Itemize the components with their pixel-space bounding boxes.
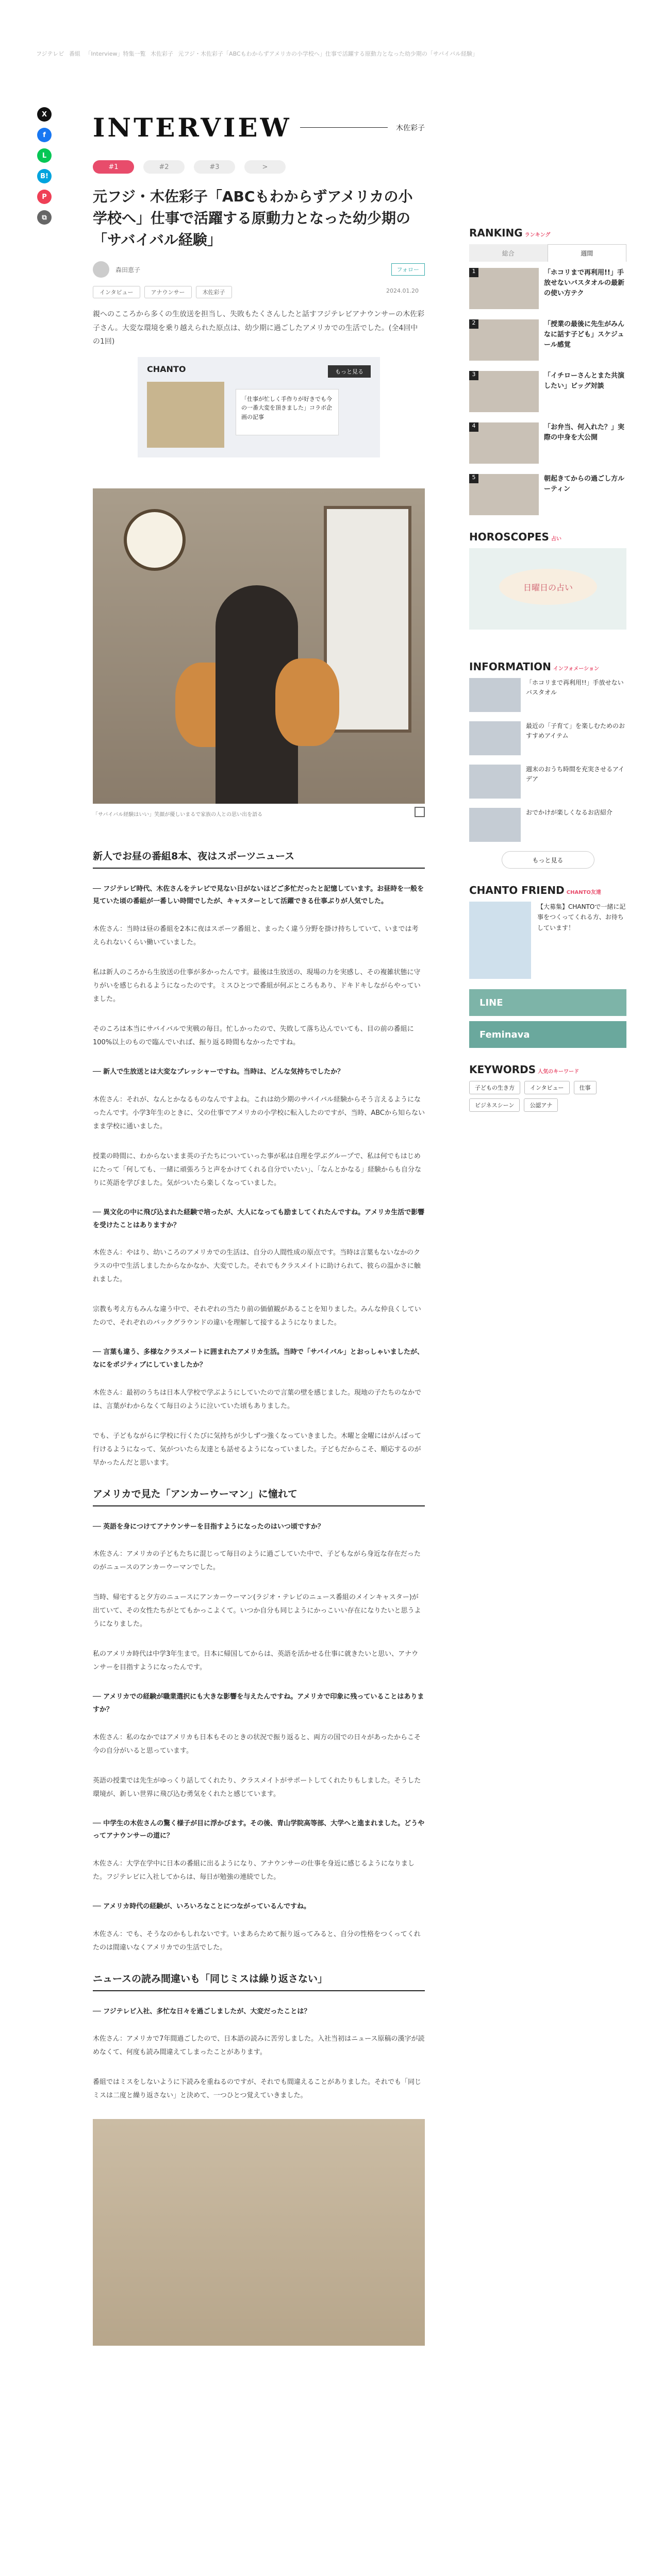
lead-text: 親へのこころから多くの生放送を担当し、失敗もたくさんしたと話すフジテレビアナウンサーの木佐彩子さん。大変な環境を乗り越えられた原点は、幼少期に過ごしたアメリカでの生活でした。(全4回中の1回) (93, 310, 425, 346)
question-text: ── アメリカでの経験が職業選択にも大きな影響を与えたんですね。アメリカで印象に残っていることはありますか？ (93, 1693, 424, 1714)
info-title: 「ホコリまで再利用!!」手放せないバスタオル (526, 679, 624, 697)
rank-number: 1 (469, 268, 478, 277)
ranking-title: 「イチローさんとまた共演したい」ビッグ対談 (544, 372, 625, 391)
answer-text: 授業の時間に、わからないまま英の子たちについていった事が私は自理を学ぶグループで、私は何でもはじめにたって「何しても、一緒に頑張ろうと声をかけてくれる自分でいたい」、「なんとかなる」経験からも自分なりに英語を学びました。気がついたら楽しくなっていました。 (93, 1152, 422, 1187)
question-text: ── 英語を身につけてアナウンサーを目指すようになったのはいつ頃ですか？ (93, 1522, 324, 1531)
main-photo (93, 488, 425, 804)
ranking-item[interactable] (469, 474, 626, 515)
ranking-title: 「授業の最後に先生がみんなに話す子ども」スケジュール感覚 (544, 320, 625, 349)
rank-number: 5 (469, 474, 478, 483)
breadcrumb-item[interactable]: フジテレビ (36, 50, 64, 57)
friend-text: 【大募集】CHANTOで一緒に記事をつくってくれる方、お待ちしています！ (537, 903, 626, 931)
interview-title: INTERVIEW (93, 112, 292, 143)
more-button[interactable]: もっと見る (502, 851, 594, 869)
answer-text: 木佐さん：大学在学中に日本の番組に出るようになり、アナウンサーの仕事を身近に感じるようになりました。フジテレビに入社してからは、毎日が勉強の連続でした。 (93, 1860, 415, 1882)
info-thumb (469, 808, 521, 842)
promo-image (147, 382, 224, 448)
ranking-thumb (469, 319, 539, 361)
answer-text: 宗教も考え方もみんな違う中で、それぞれの当たり前の価値観があることを知りました。みんな仲良くしていたので、それぞれのバックグラウンドの違いを理解して接するようになりました。 (93, 1306, 421, 1327)
tag[interactable]: インタビュー (93, 286, 140, 298)
page-tabs (93, 160, 425, 174)
promo-button[interactable]: もっと見る (328, 365, 371, 378)
question-text: ── フジテレビ入社、多忙な日々を過ごしましたが、大変だったことは？ (93, 2007, 311, 2015)
ranking-thumb (469, 474, 539, 515)
rank-number: 3 (469, 371, 478, 380)
line-banner[interactable]: LINE (469, 989, 626, 1016)
info-title: おでかけが楽しくなるお店紹介 (526, 809, 613, 816)
breadcrumb-item: 元フジ・木佐彩子「ABCもわからずアメリカの小学校へ」仕事で活躍する原動力となった幼少期の「サバイバル経験」 (178, 50, 478, 57)
ranking-title: 「お弁当、何入れた？」実際の中身を大公開 (544, 423, 625, 442)
friend-card[interactable] (469, 902, 626, 979)
answer-text: 木佐さん：それが、なんとかなるものなんですよね。これは幼少期のサバイバル経験からそう言えるようになったんです。小学3年生のときに、父の仕事でアメリカの小学校に転入したのですが、当時、ABCから知らないまま学校に通いました。 (93, 1095, 425, 1130)
tab-weekly[interactable]: 週間 (548, 244, 627, 262)
promo-logo: CHANTO (147, 364, 186, 374)
interview-header (93, 112, 425, 143)
answer-text: 木佐さん：アメリカで7年間過ごしたので、日本語の読みに苦労しました。入社当初はニュース原稿の漢字が読めなくて、何度も読み間違えてしまったことがあります。 (93, 2035, 425, 2057)
divider (300, 127, 388, 128)
ranking-thumb (469, 268, 539, 309)
x-icon[interactable]: X (37, 107, 52, 122)
avatar (93, 261, 109, 278)
tag[interactable]: 木佐彩子 (196, 286, 232, 298)
header-author[interactable]: 木佐彩子 (396, 124, 425, 132)
question-text: ── アメリカ時代の経験が、いろいろなことにつながっているんですね。 (93, 1903, 311, 1911)
photo-caption: 「サバイバル経験はいい」笑顔が優しいまるで家族の人との思い出を語る (93, 810, 425, 818)
info-item[interactable] (469, 765, 626, 799)
answer-text: 英語の授業では先生がゆっくり話してくれたり、クラスメイトがサポートしてくれたりもしました。そうした環境が、新しい世界に飛び込む勇気をくれたと感じています。 (93, 1776, 421, 1798)
answer-text: 番組ではミスをしないように下読みを重ねるのですが、それでも間違えることがありました。それでも「同じミスは二度と繰り返さない」と決めて、一つひとつ覚えていきました。 (93, 2078, 422, 2100)
section-heading: 新人でお昼の番組8本、夜はスポーツニュース (93, 849, 425, 869)
byline (93, 261, 425, 278)
breadcrumb-item[interactable]: 木佐彩子 (151, 50, 173, 57)
info-title: 最近の「子育て」を楽しむためのおすすめアイテム (526, 722, 625, 740)
question-text: ── 言葉も違う、多様なクラスメートに囲まれたアメリカ生活。当時で「サバイバル」とおっしゃいましたが、なにをポジティブにしていましたか？ (93, 1348, 424, 1369)
hatena-icon[interactable]: B! (37, 169, 52, 183)
feminava-banner[interactable]: Feminava (469, 1021, 626, 1048)
expand-icon[interactable] (415, 807, 425, 817)
information-heading: INFORMATION インフォメーション (469, 660, 600, 673)
section-heading: ニュースの読み間違いも「同じミスは繰り返さない」 (93, 1971, 425, 1991)
article-title: 元フジ・木佐彩子「ABCもわからずアメリカの小学校へ」仕事で活躍する原動力となった幼少期の「サバイバル経験」 (93, 188, 413, 248)
answer-text: 木佐さん：当時は昼の番組を2本に夜はスポーツ番組と、まったく違う分野を掛け持ちしていて、いまでは考えられないくらい働いていました。 (93, 925, 419, 947)
info-thumb (469, 765, 521, 799)
info-item[interactable] (469, 721, 626, 755)
page-next[interactable]: > (244, 160, 286, 174)
share-bar (37, 107, 52, 225)
keyword-tag[interactable]: 仕事 (574, 1081, 597, 1094)
friend-image (469, 902, 531, 979)
pocket-icon[interactable]: P (37, 190, 52, 204)
info-thumb (469, 678, 521, 712)
keyword-tag[interactable]: インタビュー (524, 1081, 570, 1094)
publish-date: 2024.01.20 (386, 287, 419, 294)
keyword-list (469, 1081, 626, 1112)
ranking-item[interactable] (469, 319, 626, 361)
line-icon[interactable]: L (37, 148, 52, 163)
question-text: ── 新人で生放送とは大変なプレッシャーですね。当時は、どんな気持ちでしたか？ (93, 1068, 344, 1076)
keyword-tag[interactable]: 子どもの生き方 (469, 1081, 520, 1094)
keyword-tag[interactable]: 公認アナ (524, 1098, 558, 1112)
sidebar (469, 227, 626, 1112)
promo-text: 「仕事が忙しく手作りが好きでも今の一番大変を頂きました」コラボ企画の記事 (236, 389, 339, 435)
question-text: ── 異文化の中に飛び込まれた経験で培ったが、大人になっても励ましてくれたんですね。アメリカ生活で影響を受けたことはありますか？ (93, 1208, 425, 1229)
clock-image (124, 509, 186, 571)
answer-text: 私のアメリカ時代は中学3年生まで。日本に帰国してからは、英語を活かせる仕事に就きたいと思い、アナウンサーを目指すようになったんです。 (93, 1650, 419, 1672)
ranking-heading: RANKING ランキング (469, 227, 551, 239)
info-item[interactable] (469, 808, 626, 842)
friend-heading: CHANTO FRIEND CHANTO友達 (469, 884, 601, 896)
facebook-icon[interactable]: f (37, 128, 52, 142)
breadcrumb-item[interactable]: 番組 (69, 50, 80, 57)
ranking-item[interactable] (469, 371, 626, 412)
tag-list (93, 286, 425, 298)
keyword-tag[interactable]: ビジネスシーン (469, 1098, 520, 1112)
question-text: ── 中学生の木佐さんの驚く様子が目に浮かびます。その後、青山学院高等部、大学へと進まれました。どうやってアナウンサーの道に？ (93, 1819, 425, 1840)
page-tab-2[interactable]: #2 (143, 160, 185, 174)
question-text: ── フジテレビ時代、木佐さんをテレビで見ない日がないほどご多忙だったと記憶しています。お昼時を一般を見ていた頃の番組が一番しい時間でしたが、キャスターとして活躍できる仕事ぶりが人気でした。 (93, 885, 424, 906)
ranking-item[interactable] (469, 268, 626, 309)
tag[interactable]: アナウンサー (144, 286, 192, 298)
ranking-tabs (469, 244, 626, 262)
horoscope-banner[interactable]: 日曜日の占い (469, 548, 626, 630)
second-photo (93, 2119, 425, 2346)
tab-overall[interactable]: 総合 (469, 244, 548, 262)
answer-text: 木佐さん：最初のうちは日本人学校で学ぶようにしていたので言葉の壁を感じました。現地の子たちのなかでは、言葉がわからなくて毎日のように泣いていた頃もありました。 (93, 1388, 422, 1410)
answer-text: 木佐さん：私のなかではアメリカも日本もそのときの状況で振り返ると、両方の国での日々があったからこそ今の自分がいると思っています。 (93, 1733, 421, 1755)
horoscopes-heading: HOROSCOPES 占い (469, 531, 561, 543)
info-thumb (469, 721, 521, 755)
author-name[interactable]: 森田恵子 (115, 266, 141, 274)
follow-button[interactable]: フォロー (391, 263, 425, 276)
article (93, 112, 425, 2346)
page-tab-3[interactable]: #3 (194, 160, 235, 174)
section-heading: アメリカで見た「アンカーウーマン」に憧れて (93, 1486, 425, 1506)
answer-text: でも、子どもながらに学校に行くたびに気持ちが少しずつ強くなっていきました。木曜と金曜にはがんばって行けるようになって、気がついたら友達とも話せるようになっていました。子どもだからこそ、順応するのが早かったんだと思います。 (93, 1432, 422, 1467)
breadcrumb (36, 49, 481, 58)
keywords-heading: KEYWORDS 人気のキーワード (469, 1063, 580, 1076)
breadcrumb-item[interactable]: 「Interview」特集一覧 (85, 50, 146, 57)
page-tab-1[interactable]: #1 (93, 160, 134, 174)
info-item[interactable] (469, 678, 626, 712)
ranking-item[interactable] (469, 422, 626, 464)
article-body (93, 849, 425, 2103)
rank-number: 4 (469, 422, 478, 432)
ranking-thumb (469, 422, 539, 464)
answer-text: 木佐さん：でも、そうなのかもしれないです。いまあらためて振り返ってみると、自分の性格をつくってくれたのは間違いなくアメリカでの生活でした。 (93, 1930, 421, 1952)
copy-icon[interactable]: ⧉ (37, 210, 52, 225)
promo-banner[interactable] (138, 357, 380, 457)
rank-number: 2 (469, 319, 478, 329)
answer-text: 当時、帰宅すると夕方のニュースにアンカーウーマン(ラジオ・テレビのニュース番組のメインキャスター)が出ていて、その女性たちがとてもかっこよくて。いつか自分も同じようにかっこいい存在になりたいと思うようになりました。 (93, 1594, 421, 1629)
answer-text: 木佐さん：アメリカの子どもたちに混じって毎日のように過ごしていた中で、子どもながら身近な存在だったのがニュースのアンカーウーマンでした。 (93, 1550, 421, 1572)
ranking-title: 朝起きてからの過ごし方ルーティン (544, 475, 625, 494)
ranking-thumb (469, 371, 539, 412)
ranking-title: 「ホコリまで再利用!!」手放せないバスタオルの最新の使い方テク (544, 269, 625, 298)
answer-text: 木佐さん：やはり、幼いころのアメリカでの生活は、自分の人間性成の原点です。当時は言葉もないなかのクラスの中で生活しましたからなかなか、大変でした。それでもクラスメイトに助けられて、彼らの温かさに触れました。 (93, 1249, 421, 1284)
info-title: 週末のおうち時間を充実させるアイデア (526, 766, 624, 783)
answer-text: 私は新人のころから生放送の仕事が多かったんです。最後は生放送の、現場の力を実感し、その複雑状態に守りがいを感じられるようになったのです。ミスひとつで番組が何ぶところもあり、ドキドキしながらやっていました。 (93, 969, 421, 1004)
answer-text: そのころは本当にサバイバルで実戦の毎日。忙しかったので、失敗して落ち込んでいても、目の前の番組に100%以上のもので臨んでいれば、振り返る時間もなかったですね。 (93, 1025, 414, 1047)
